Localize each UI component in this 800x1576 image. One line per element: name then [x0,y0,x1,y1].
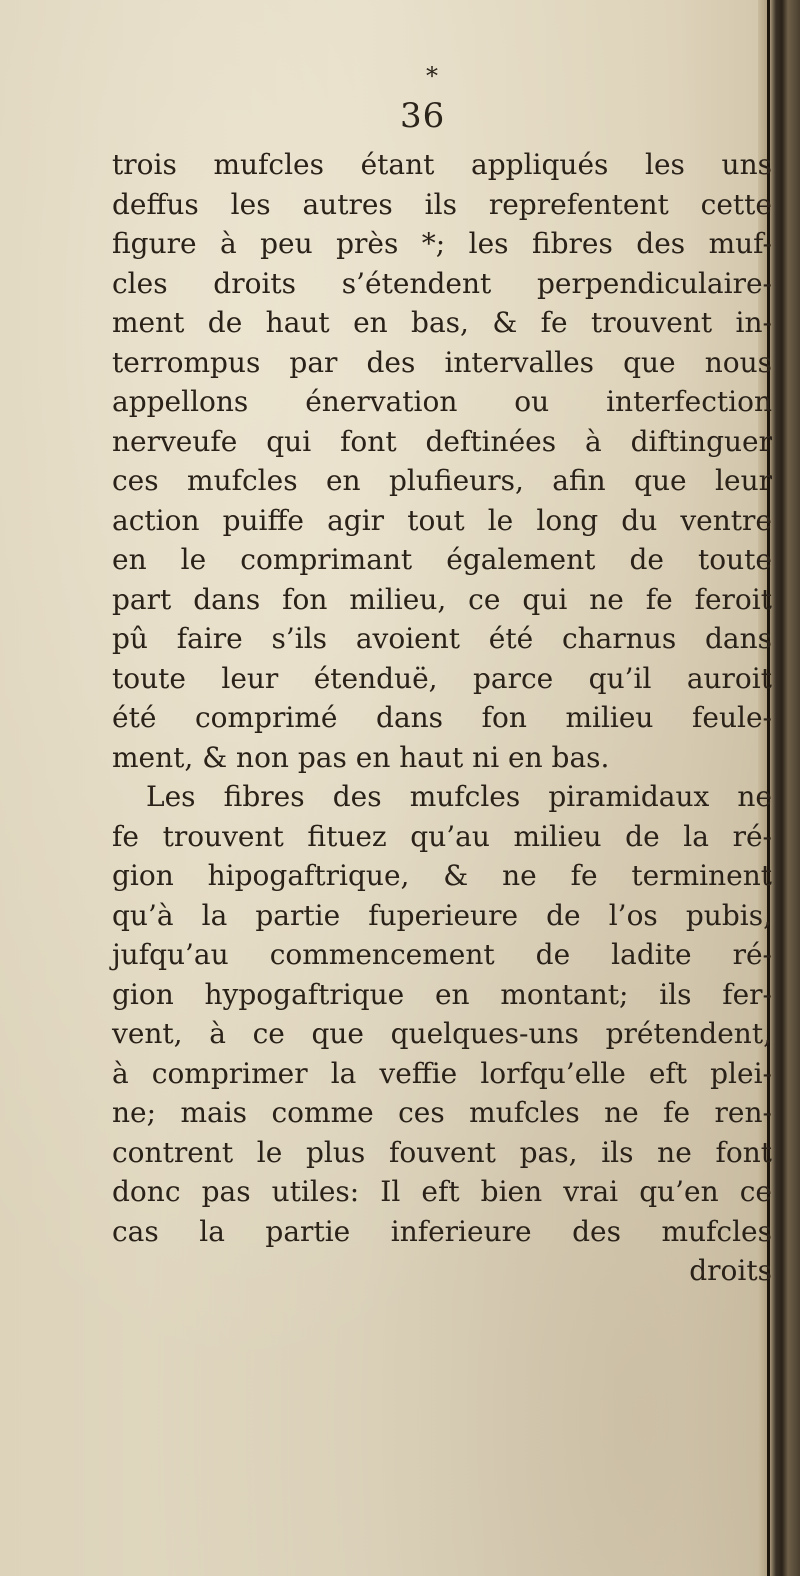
text-line: fe trouvent fituez qu’au milieu de la ré- [112,819,772,853]
text-line: trois mufcles étant appliqués les uns [112,148,772,181]
text-line: gion hypogaftrique en montant; ils fer- [112,977,772,1011]
text-line: cles droits s’étendent perpendiculaire- [112,266,772,300]
page-number: 36 [400,96,446,136]
text-line: à comprimer la veffie lorfqu’elle eft plei- [112,1056,772,1090]
text-line: pû faire s’ils avoient été charnus dans [112,622,772,655]
text-line-paragraph-start: Les fibres des mufcles piramidaux ne [146,780,772,813]
text-line: cas la partie inferieure des mufcles [112,1214,772,1248]
page-mark: * [426,62,438,90]
text-line: ces mufcles en plufieurs, afin que leur [112,464,772,497]
text-line: part dans fon milieu, ce qui ne fe feroit [112,582,772,616]
text-line: nerveufe qui font deftinées à diftinguer [112,424,772,458]
text-line: donc pas utiles: Il eft bien vrai qu’en ce [112,1175,772,1208]
text-line: ment de haut en bas, & fe trouvent in- [112,306,772,339]
text-line: deffus les autres ils reprefentent cette [112,187,772,221]
text-line: qu’à la partie fuperieure de l’os pubis, [112,898,772,932]
text-line: vent, à ce que quelques-uns prétendent, [112,1017,772,1050]
text-line: action puiffe agir tout le long du ventre [112,503,772,537]
text-line: figure à peu près *; les fibres des muf- [112,227,772,260]
text-line: en le comprimant également de toute [112,543,772,576]
text-line: terrompus par des intervalles que nous [112,345,772,379]
body-text [112,145,772,1291]
text-line: été comprimé dans fon milieu feule- [112,701,772,734]
catchword: droits [689,1254,772,1287]
text-line: ne; mais comme ces mufcles ne fe ren- [112,1096,772,1129]
text-line: contrent le plus fouvent pas, ils ne font [112,1135,772,1169]
text-line: appellons énervation ou interfection [112,385,772,418]
text-line: gion hipogaftrique, & ne fe terminent [112,859,772,892]
text-line: jufqu’au commencement de ladite ré- [112,938,772,971]
text-line: toute leur étenduë, parce qu’il auroit [112,661,772,695]
text-line-paragraph-end: ment, & non pas en haut ni en bas. [112,740,610,774]
